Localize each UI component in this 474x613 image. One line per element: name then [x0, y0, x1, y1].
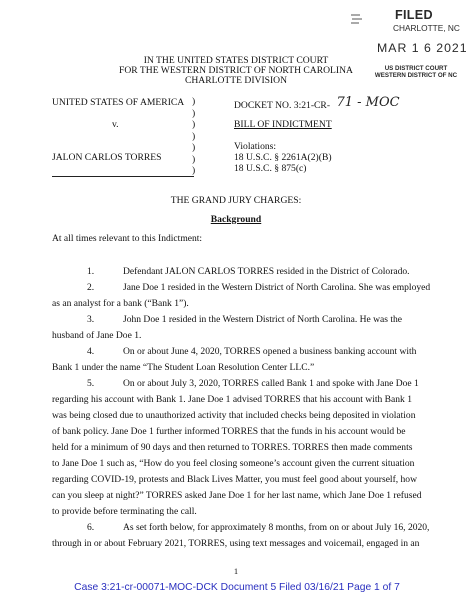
violation-2: 18 U.S.C. § 875(c): [234, 163, 307, 174]
court-header-line3: CHARLOTTE DIVISION: [184, 75, 288, 86]
paragraph-line: John Doe 1 resided in the Western District of North Carolina. He was the: [123, 314, 403, 325]
stamp-court: [367, 65, 465, 80]
court-header-line2: FOR THE WESTERN DISTRICT OF NORTH CAROLINA: [119, 65, 353, 76]
stamp-court-line2: WESTERN DISTRICT OF NC: [374, 72, 458, 80]
paragraph-number: 5.: [87, 378, 95, 389]
caption-versus: v.: [112, 119, 119, 130]
intro-text: At all times relevant to this Indictment:: [52, 233, 203, 244]
paragraph-line: Jane Doe 1 resided in the Western District of North Carolina. She was employed: [123, 282, 431, 293]
paragraph-line: to provide before terminating the call.: [52, 506, 197, 517]
stamp-tick-icon: [350, 11, 364, 25]
grand-jury-heading: THE GRAND JURY CHARGES:: [170, 195, 302, 206]
paragraph-line: regarding his account with Bank 1. Jane Doe 1 advised TORRES that his account with Bank 1: [52, 394, 412, 405]
paragraph-line: On or about July 3, 2020, TORRES called Bank 1 and spoke with Jane Doe 1: [123, 378, 419, 389]
stamp-date: MAR 1 6 2021: [377, 41, 468, 55]
court-header-line1: IN THE UNITED STATES DISTRICT COURT: [143, 55, 329, 66]
paragraph-line: of bank policy. Jane Doe 1 further informed TORRES that the funds in his account would be: [52, 426, 406, 437]
stamp-court-line1: US DISTRICT COURT: [384, 65, 448, 72]
paragraph-number: 6.: [87, 522, 95, 533]
caption-parentheses: ) ) ) ) ) ) ): [192, 96, 196, 176]
paragraph-line: can you sleep at night?” TORRES asked Jane Doe 1 for her last name, which Jane Doe 1 refused: [52, 490, 422, 501]
docket-handwritten: 71 - MOC: [336, 95, 400, 110]
paragraph-line: husband of Jane Doe 1.: [52, 330, 142, 341]
violation-1: 18 U.S.C. § 2261A(2)(B): [234, 152, 332, 163]
case-footer: Case 3:21-cr-00071-MOC-DCK Document 5 Filed 03/16/21 Page 1 of 7: [74, 582, 400, 593]
paragraph-line: On or about June 4, 2020, TORRES opened a business banking account with: [123, 346, 417, 357]
paragraph-number: 3.: [87, 314, 95, 325]
violations-label: Violations:: [234, 141, 277, 152]
paragraph-line: to Jane Doe 1 such as, “How do you feel closing someone’s account given the current situation: [52, 458, 415, 469]
bill-of-indictment-title: BILL OF INDICTMENT: [234, 119, 332, 130]
docket-number: [234, 97, 400, 112]
paragraph-line: as an analyst for a bank (“Bank 1”).: [52, 298, 189, 309]
caption-underline: [52, 176, 194, 177]
paragraph-number: 2.: [87, 282, 95, 293]
paragraph-line: Bank 1 under the name “The Student Loan Resolution Center LLC.”: [52, 362, 315, 373]
page-number: 1: [233, 566, 239, 576]
filed-stamp-mark: [350, 11, 364, 25]
paragraph-line: through in or about February 2021, TORRES, using text messages and voicemail, engaged in an: [52, 538, 420, 549]
caption-defendant: JALON CARLOS TORRES: [52, 152, 162, 163]
paragraph-line: regarding COVID-19, protests and Black Lives Matter, you must feel good about yourself, how: [52, 474, 417, 485]
background-heading: Background: [210, 214, 262, 225]
paragraph-number: 4.: [87, 346, 95, 357]
docket-label: DOCKET NO. 3:21-CR-: [234, 100, 331, 111]
stamp-filed: FILED: [395, 8, 433, 22]
caption-plaintiff: UNITED STATES OF AMERICA: [52, 97, 185, 108]
stamp-location: CHARLOTTE, NC: [393, 23, 460, 33]
paragraph-number: 1.: [87, 266, 95, 277]
paragraph-line: Defendant JALON CARLOS TORRES resided in the District of Colorado.: [123, 266, 410, 277]
paragraph-line: As set forth below, for approximately 8 months, from on or about July 16, 2020,: [123, 522, 430, 533]
paragraph-line: held for a minimum of 90 days and then returned to TORRES. TORRES then made comments: [52, 442, 413, 453]
paragraph-line: was being closed due to unauthorized activity that included checks being deposited in violation: [52, 410, 416, 421]
